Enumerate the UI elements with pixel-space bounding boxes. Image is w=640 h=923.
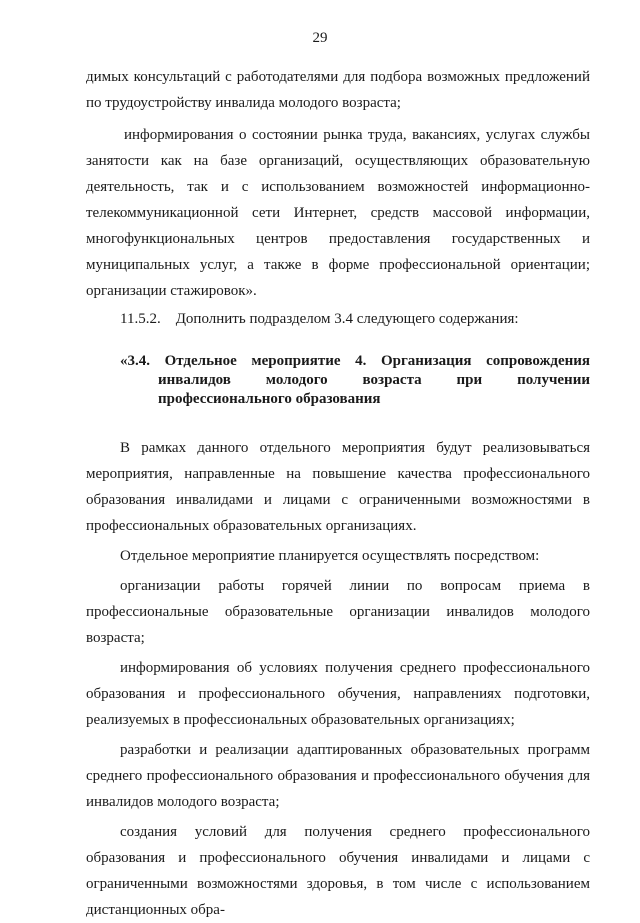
paragraph-event-description: В рамках данного отдельного мероприятия будут реализовываться мероприятия, направленные на повышение качества профессионального образования инвалидами и лицами с ограниченными возможностями в профессиональных образовательных организациях. — [86, 440, 590, 534]
paragraph-informing-conditions: информирования об условиях получения среднего профессионального образования и профессионального обучения, направлениях подготовки, реализуемых в профессиональных образовательных организациях; — [86, 660, 590, 728]
document-body — [86, 64, 590, 923]
paragraph-continuation: димых консультаций с работодателями для подбора возможных предложений по трудоустройству инвалида молодого возраста; — [86, 69, 590, 111]
clause-number: 11.5.2. — [120, 311, 161, 327]
clause-text: Дополнить подразделом 3.4 следующего содержания: — [175, 311, 519, 327]
page-number: 29 — [312, 30, 328, 46]
paragraph-hotline: организации работы горячей линии по вопросам приема в профессиональные образовательные организации инвалидов молодого возраста; — [86, 578, 590, 646]
section-heading — [86, 352, 590, 409]
paragraph-informing-labor-market: информирования о состоянии рынка труда, вакансиях, услугах службы занятости как на базе организаций, осуществляющих образовательную деятельность, так и с использованием возможностей информационно-телекоммуникационной сети Интернет, средств массовой информации, многофункциональных центров предоставления государственных и муниципальных услуг, а также в форме профессиональной ориентации; организации стажировок». — [86, 127, 590, 299]
section-heading-text: «3.4. Отдельное мероприятие 4. Организация сопровождения инвалидов молодого возраста при получении профессионального образования — [120, 353, 590, 407]
paragraph-amendment-instruction — [86, 306, 590, 332]
paragraph-adapted-programs: разработки и реализации адаптированных образовательных программ среднего профессионального образования и профессионального обучения для инвалидов молодого возраста; — [86, 742, 590, 810]
paragraph-creating-conditions: создания условий для получения среднего профессионального образования и профессионального обучения инвалидами и лицами с ограниченными возможностями здоровья, в том числе с использованием дистанционных обра- — [86, 824, 590, 918]
paragraph-means-intro: Отдельное мероприятие планируется осуществлять посредством: — [120, 548, 540, 564]
